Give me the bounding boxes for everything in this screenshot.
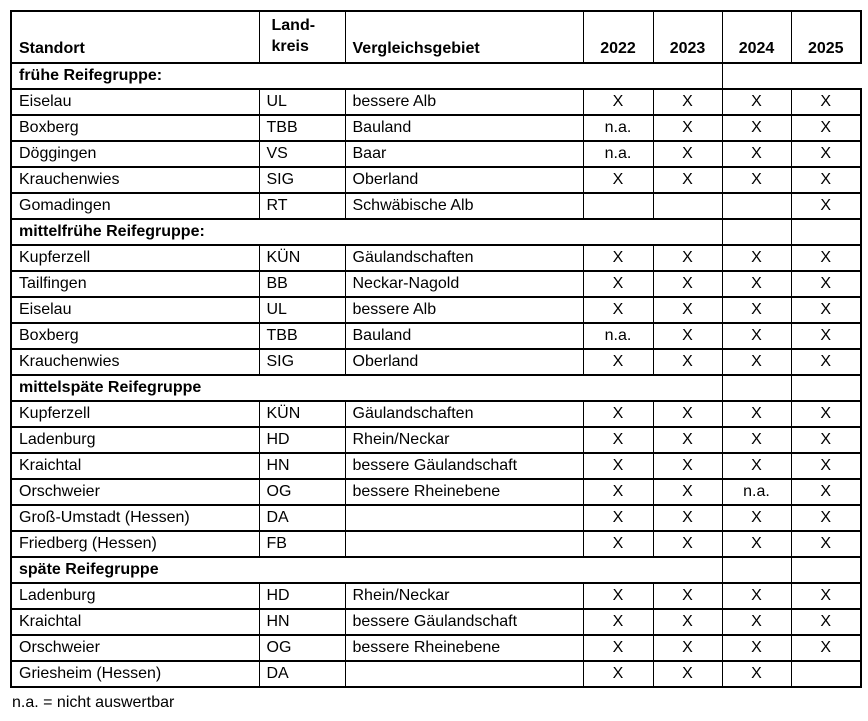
landkreis-cell: SIG <box>259 167 345 193</box>
year-cell-2025: X <box>791 271 861 297</box>
gebiet-cell: Neckar-Nagold <box>345 271 583 297</box>
col-header-2024: 2024 <box>722 11 791 63</box>
landkreis-cell: HD <box>259 583 345 609</box>
landkreis-cell: OG <box>259 635 345 661</box>
year-cell-2023: X <box>653 89 722 115</box>
landkreis-cell: HD <box>259 427 345 453</box>
table-row <box>11 245 861 271</box>
year-cell-2024: X <box>722 167 791 193</box>
table-row <box>11 661 861 687</box>
year-cell-2024: X <box>722 401 791 427</box>
year-cell-2022 <box>583 193 653 219</box>
gebiet-cell: Bauland <box>345 323 583 349</box>
year-cell-2023: X <box>653 505 722 531</box>
gebiet-cell: Rhein/Neckar <box>345 427 583 453</box>
section-title: frühe Reifegruppe: <box>11 63 722 89</box>
col-header-2025: 2025 <box>791 11 861 63</box>
gebiet-cell: Baar <box>345 141 583 167</box>
landkreis-cell: SIG <box>259 349 345 375</box>
standort-cell: Orschweier <box>11 479 259 505</box>
year-cell-2025 <box>791 661 861 687</box>
year-cell-2024: X <box>722 115 791 141</box>
year-cell-2024: X <box>722 583 791 609</box>
year-cell-2022: X <box>583 505 653 531</box>
year-cell-2023: X <box>653 531 722 557</box>
landkreis-cell: KÜN <box>259 401 345 427</box>
year-cell-2023: X <box>653 115 722 141</box>
landkreis-cell: DA <box>259 505 345 531</box>
year-cell-2022: X <box>583 583 653 609</box>
section-row-mittelspaete <box>11 375 861 401</box>
table-row <box>11 193 861 219</box>
table-row <box>11 453 861 479</box>
standort-cell: Gomadingen <box>11 193 259 219</box>
gebiet-cell: bessere Alb <box>345 89 583 115</box>
landkreis-cell: FB <box>259 531 345 557</box>
year-cell-2025: X <box>791 453 861 479</box>
landkreis-cell: RT <box>259 193 345 219</box>
table-row <box>11 323 861 349</box>
year-cell-2024: X <box>722 531 791 557</box>
standort-cell: Tailfingen <box>11 271 259 297</box>
section-row-blank-cell <box>722 557 791 583</box>
col-header-vergleichsgebiet: Vergleichsgebiet <box>345 11 583 63</box>
landkreis-cell: UL <box>259 89 345 115</box>
col-header-landkreis <box>259 11 345 63</box>
section-title: späte Reifegruppe <box>11 557 722 583</box>
standort-cell: Krauchenwies <box>11 349 259 375</box>
section-row-mittelfruehe <box>11 219 861 245</box>
gebiet-cell <box>345 661 583 687</box>
table-row <box>11 401 861 427</box>
standort-cell: Boxberg <box>11 115 259 141</box>
gebiet-cell: Oberland <box>345 349 583 375</box>
year-cell-2025: X <box>791 401 861 427</box>
table-row <box>11 141 861 167</box>
year-cell-2023: X <box>653 141 722 167</box>
year-cell-2024: X <box>722 323 791 349</box>
year-cell-2022: X <box>583 245 653 271</box>
col-header-2023: 2023 <box>653 11 722 63</box>
table-row <box>11 609 861 635</box>
year-cell-2023: X <box>653 167 722 193</box>
year-cell-2024 <box>722 193 791 219</box>
table-header-row <box>11 11 861 63</box>
year-cell-2022: X <box>583 479 653 505</box>
table-row <box>11 271 861 297</box>
year-cell-2024: X <box>722 349 791 375</box>
landkreis-cell: UL <box>259 297 345 323</box>
year-cell-2025: X <box>791 583 861 609</box>
year-cell-2022: X <box>583 453 653 479</box>
standort-cell: Griesheim (Hessen) <box>11 661 259 687</box>
year-cell-2022: X <box>583 167 653 193</box>
year-cell-2023: X <box>653 245 722 271</box>
landkreis-cell: HN <box>259 453 345 479</box>
col-header-landkreis-line2: kreis <box>271 38 309 56</box>
year-cell-2023 <box>653 193 722 219</box>
landkreis-cell: HN <box>259 609 345 635</box>
landkreis-cell: BB <box>259 271 345 297</box>
year-cell-2024: X <box>722 245 791 271</box>
gebiet-cell: bessere Rheinebene <box>345 479 583 505</box>
year-cell-2023: X <box>653 297 722 323</box>
landkreis-cell: TBB <box>259 115 345 141</box>
year-cell-2023: X <box>653 453 722 479</box>
col-header-standort: Standort <box>11 11 259 63</box>
year-cell-2023: X <box>653 401 722 427</box>
year-cell-2025: X <box>791 141 861 167</box>
year-cell-2025: X <box>791 245 861 271</box>
gebiet-cell: Gäulandschaften <box>345 401 583 427</box>
year-cell-2024: X <box>722 453 791 479</box>
standort-cell: Eiselau <box>11 89 259 115</box>
table-row <box>11 427 861 453</box>
year-cell-2023: X <box>653 479 722 505</box>
year-cell-2024: X <box>722 89 791 115</box>
year-cell-2022: X <box>583 271 653 297</box>
standort-cell: Ladenburg <box>11 427 259 453</box>
year-cell-2025: X <box>791 427 861 453</box>
year-cell-2024: X <box>722 271 791 297</box>
table-row <box>11 531 861 557</box>
table-row <box>11 479 861 505</box>
gebiet-cell: bessere Alb <box>345 297 583 323</box>
section-row-tail <box>722 63 861 89</box>
gebiet-cell: bessere Gäulandschaft <box>345 453 583 479</box>
year-cell-2025: X <box>791 609 861 635</box>
year-cell-2025: X <box>791 193 861 219</box>
section-row-blank-cell <box>722 375 791 401</box>
year-cell-2023: X <box>653 427 722 453</box>
section-title: mittelspäte Reifegruppe <box>11 375 722 401</box>
standort-cell: Eiselau <box>11 297 259 323</box>
gebiet-cell <box>345 505 583 531</box>
section-row-blank-cell <box>791 375 861 401</box>
year-cell-2023: X <box>653 271 722 297</box>
section-row-fruehe <box>11 63 861 89</box>
standort-cell: Kupferzell <box>11 401 259 427</box>
standort-cell: Boxberg <box>11 323 259 349</box>
year-cell-2025: X <box>791 531 861 557</box>
table-row <box>11 635 861 661</box>
col-header-landkreis-line1: Land- <box>271 17 316 35</box>
year-cell-2022: X <box>583 401 653 427</box>
table-row <box>11 115 861 141</box>
standort-cell: Friedberg (Hessen) <box>11 531 259 557</box>
table-row <box>11 505 861 531</box>
year-cell-2025: X <box>791 323 861 349</box>
table-row <box>11 349 861 375</box>
gebiet-cell: Gäulandschaften <box>345 245 583 271</box>
standort-cell: Döggingen <box>11 141 259 167</box>
standort-cell: Krauchenwies <box>11 167 259 193</box>
year-cell-2022: X <box>583 531 653 557</box>
year-cell-2024: X <box>722 297 791 323</box>
standort-cell: Kupferzell <box>11 245 259 271</box>
year-cell-2025: X <box>791 349 861 375</box>
year-cell-2022: X <box>583 661 653 687</box>
section-row-blank-cell <box>722 219 791 245</box>
year-cell-2025: X <box>791 505 861 531</box>
year-cell-2024: X <box>722 427 791 453</box>
year-cell-2022: X <box>583 89 653 115</box>
landkreis-cell: OG <box>259 479 345 505</box>
year-cell-2023: X <box>653 349 722 375</box>
standort-cell: Ladenburg <box>11 583 259 609</box>
table-row <box>11 167 861 193</box>
year-cell-2025: X <box>791 167 861 193</box>
standort-cell: Kraichtal <box>11 453 259 479</box>
year-cell-2023: X <box>653 609 722 635</box>
year-cell-2022: X <box>583 297 653 323</box>
year-cell-2023: X <box>653 583 722 609</box>
landkreis-cell: VS <box>259 141 345 167</box>
landkreis-cell: DA <box>259 661 345 687</box>
year-cell-2024: X <box>722 661 791 687</box>
year-cell-2022: X <box>583 427 653 453</box>
section-row-spaete <box>11 557 861 583</box>
table-row <box>11 89 861 115</box>
year-cell-2023: X <box>653 323 722 349</box>
gebiet-cell: bessere Gäulandschaft <box>345 609 583 635</box>
year-cell-2022: X <box>583 349 653 375</box>
table-row <box>11 583 861 609</box>
year-cell-2024: X <box>722 635 791 661</box>
table-row <box>11 297 861 323</box>
year-cell-2022: n.a. <box>583 115 653 141</box>
section-title: mittelfrühe Reifegruppe: <box>11 219 722 245</box>
year-cell-2022: n.a. <box>583 323 653 349</box>
gebiet-cell: Oberland <box>345 167 583 193</box>
trial-sites-table <box>10 10 862 688</box>
gebiet-cell <box>345 531 583 557</box>
gebiet-cell: bessere Rheinebene <box>345 635 583 661</box>
section-row-blank-cell <box>791 219 861 245</box>
section-row-blank-cell <box>791 557 861 583</box>
year-cell-2024: X <box>722 505 791 531</box>
footnote-na-legend: n.a. = nicht auswertbar <box>12 694 175 711</box>
gebiet-cell: Rhein/Neckar <box>345 583 583 609</box>
year-cell-2024: X <box>722 609 791 635</box>
landkreis-cell: TBB <box>259 323 345 349</box>
year-cell-2025: X <box>791 115 861 141</box>
year-cell-2025: X <box>791 479 861 505</box>
standort-cell: Kraichtal <box>11 609 259 635</box>
year-cell-2022: X <box>583 635 653 661</box>
year-cell-2023: X <box>653 635 722 661</box>
standort-cell: Groß-Umstadt (Hessen) <box>11 505 259 531</box>
gebiet-cell: Schwäbische Alb <box>345 193 583 219</box>
year-cell-2023: X <box>653 661 722 687</box>
standort-cell: Orschweier <box>11 635 259 661</box>
year-cell-2022: n.a. <box>583 141 653 167</box>
landkreis-cell: KÜN <box>259 245 345 271</box>
gebiet-cell: Bauland <box>345 115 583 141</box>
year-cell-2022: X <box>583 609 653 635</box>
year-cell-2024: X <box>722 141 791 167</box>
year-cell-2025: X <box>791 297 861 323</box>
year-cell-2025: X <box>791 89 861 115</box>
col-header-2022: 2022 <box>583 11 653 63</box>
year-cell-2025: X <box>791 635 861 661</box>
year-cell-2024: n.a. <box>722 479 791 505</box>
